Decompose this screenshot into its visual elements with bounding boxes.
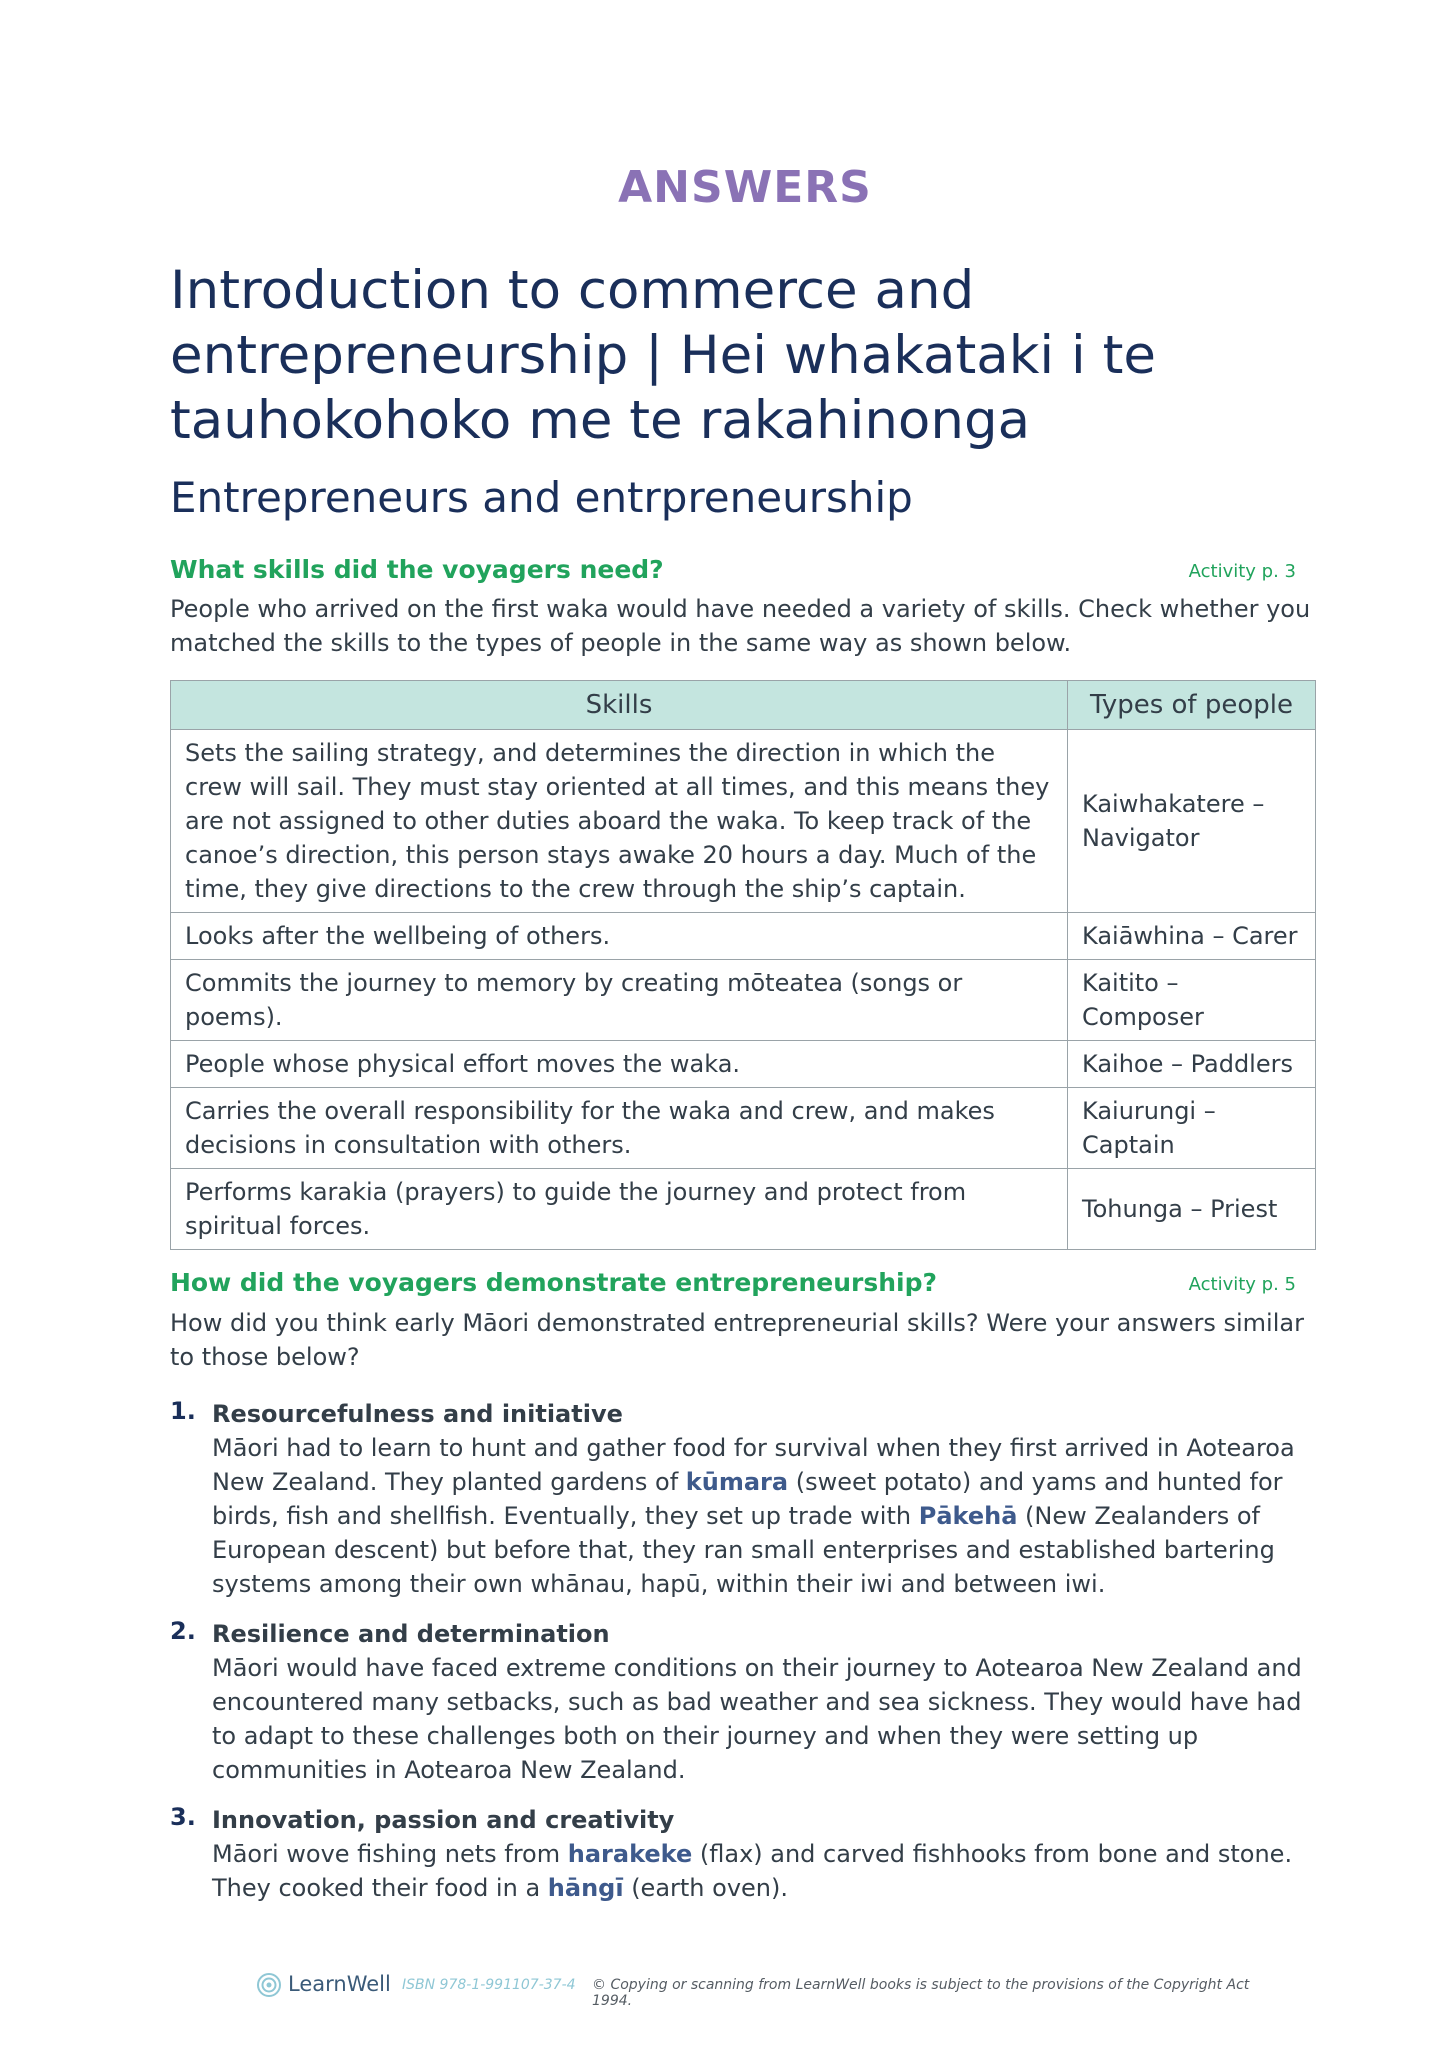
- body-text: (earth oven).: [623, 1874, 788, 1902]
- table-row: [171, 730, 1316, 913]
- list-item-body: [212, 1431, 1315, 1601]
- skill-cell: Carries the overall responsibility for the waka and crew, and makes decisions in consultation with others.: [171, 1088, 1068, 1169]
- table-row: [171, 1088, 1316, 1169]
- brand-name: LearnWell: [288, 1972, 391, 1996]
- table-header-row: [171, 681, 1316, 730]
- type-cell: Kaiwhakatere – Navigator: [1068, 730, 1316, 913]
- keyword: harakeke: [567, 1840, 693, 1868]
- column-header-skills: Skills: [171, 681, 1068, 730]
- table-row: [171, 1169, 1316, 1250]
- section1-intro: People who arrived on the first waka would have needed a variety of skills. Check whether you matched the skills to the types of people in the same way as shown below.: [170, 595, 1311, 657]
- list-item-body: [212, 1837, 1315, 1905]
- body-text: (sweet potato) and yams and hunted for birds, fish and shellfish. Eventually, they set up trade with: [212, 1468, 1283, 1530]
- skill-cell: Performs karakia (prayers) to guide the journey and protect from spiritual forces.: [171, 1169, 1068, 1250]
- keyword: hāngī: [547, 1874, 624, 1902]
- keyword: Pākehā: [918, 1502, 1018, 1530]
- list-item-title: Resourcefulness and initiative: [212, 1400, 623, 1428]
- list-number: 1.: [170, 1397, 196, 1425]
- type-cell: Kaihoe – Paddlers: [1068, 1041, 1316, 1088]
- copyright-notice: © Copying or scanning from LearnWell books is subject to the provisions of the Copyright Act 1994.: [592, 1977, 1250, 2009]
- column-header-types: Types of people: [1068, 681, 1316, 730]
- answers-kicker: ANSWERS: [618, 162, 872, 213]
- table-row: [171, 913, 1316, 960]
- section1-heading-row: [170, 555, 1296, 591]
- section2-heading-row: [170, 1268, 1296, 1304]
- list-item-title: Resilience and determination: [212, 1620, 610, 1648]
- table-row: [171, 960, 1316, 1041]
- page-title: Introduction to commerce and entrepreneurship | Hei whakataki i te tauhokohoko me te rakahinonga: [170, 260, 1156, 451]
- section-subtitle: Entrepreneurs and entrpreneurship: [170, 473, 913, 522]
- skill-cell: People whose physical effort moves the waka.: [171, 1041, 1068, 1088]
- table-row: [171, 1041, 1316, 1088]
- keyword: kūmara: [685, 1468, 789, 1496]
- list-item: [170, 1803, 1315, 1905]
- type-cell: Kaitito – Composer: [1068, 960, 1316, 1041]
- list-number: 2.: [170, 1617, 196, 1645]
- skills-table: [170, 680, 1316, 1250]
- body-text: (New Zealanders of European descent) but before that, they ran small enterprises and established bartering systems among their own whānau, hapū, within their iwi and between iwi.: [212, 1502, 1275, 1598]
- type-cell: Kaiurungi – Captain: [1068, 1088, 1316, 1169]
- section2-heading: How did the voyagers demonstrate entrepreneurship?: [170, 1268, 937, 1297]
- body-text: Māori wove fishing nets from: [212, 1840, 568, 1868]
- section2-activity-ref: Activity p. 5: [1188, 1274, 1296, 1295]
- list-item: [170, 1397, 1315, 1601]
- section1-heading: What skills did the voyagers need?: [170, 555, 664, 584]
- list-item: [170, 1617, 1315, 1787]
- isbn: ISBN 978-1-991107-37-4: [402, 1977, 576, 1993]
- body-text: (flax) and carved fishhooks from bone and stone. They cooked their food in a: [212, 1840, 1293, 1902]
- list-number: 3.: [170, 1803, 196, 1831]
- type-cell: Tohunga – Priest: [1068, 1169, 1316, 1250]
- list-item-title: Innovation, passion and creativity: [212, 1806, 675, 1834]
- skill-cell: Commits the journey to memory by creating mōteatea (songs or poems).: [171, 960, 1068, 1041]
- entrepreneurship-list: [170, 1397, 1315, 1921]
- type-cell: Kaiāwhina – Carer: [1068, 913, 1316, 960]
- skill-cell: Sets the sailing strategy, and determines the direction in which the crew will sail. They must stay oriented at all times, and this means they are not assigned to other duties aboard the waka. To keep track of the canoe’s direction, this person stays awake 20 hours a day. Much of the time, they give directions to the crew through the ship’s captain.: [171, 730, 1068, 913]
- section2-intro: How did you think early Māori demonstrated entrepreneurial skills? Were your answers similar to those below?: [170, 1309, 1304, 1371]
- page-footer: [256, 1970, 1276, 2009]
- body-text: Māori had to learn to hunt and gather food for survival when they first arrived in Aotearoa New Zealand. They planted gardens of: [212, 1434, 1295, 1496]
- list-item-body: Māori would have faced extreme conditions on their journey to Aotearoa New Zealand and encountered many setbacks, such as bad weather and sea sickness. They would have had to adapt to these challenges both on their journey and when they were setting up communities in Aotearoa New Zealand.: [212, 1654, 1302, 1784]
- learnwell-logo-icon: [256, 1972, 282, 1998]
- section1-activity-ref: Activity p. 3: [1188, 561, 1296, 582]
- skill-cell: Looks after the wellbeing of others.: [171, 913, 1068, 960]
